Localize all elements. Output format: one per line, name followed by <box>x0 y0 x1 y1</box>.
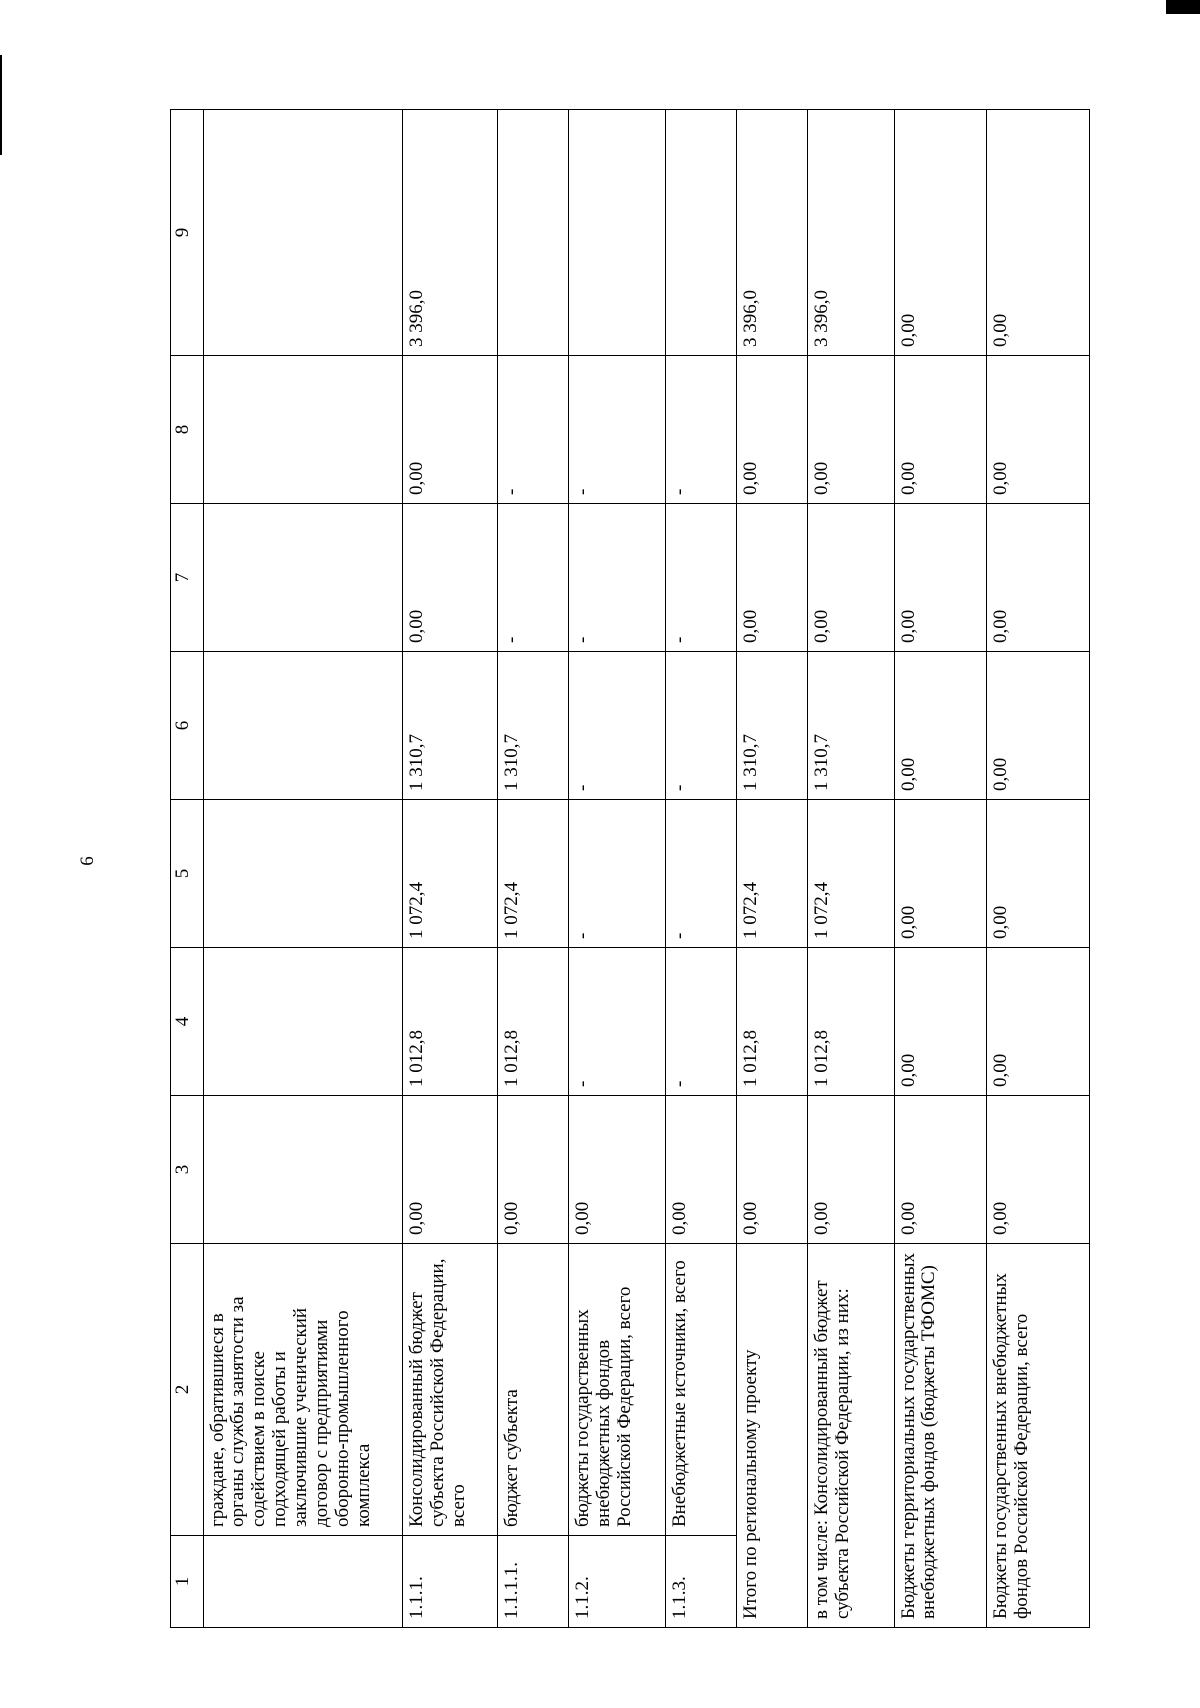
cell-value: - <box>497 504 568 652</box>
cell-value: 0,00 <box>986 948 1089 1096</box>
corner-scan-mark <box>1166 0 1200 14</box>
cell-value <box>203 652 403 800</box>
cell-value: 3 396,0 <box>403 110 498 356</box>
cell-value: 1 310,7 <box>737 652 808 800</box>
cell-value <box>203 504 403 652</box>
cell-value <box>665 110 736 356</box>
column-number: 9 <box>171 110 204 356</box>
column-number: 4 <box>171 948 204 1096</box>
cell-value: 3 396,0 <box>808 110 894 356</box>
row-code: 1.1.1.1. <box>497 1536 568 1628</box>
table-row <box>497 110 568 1628</box>
summary-row <box>737 110 808 1628</box>
cell-value: 1 012,8 <box>808 948 894 1096</box>
column-number: 8 <box>171 356 204 504</box>
table-row <box>569 110 666 1628</box>
cell-value <box>569 110 666 356</box>
cell-value: 0,00 <box>894 1096 986 1244</box>
cell-value: 1 310,7 <box>497 652 568 800</box>
cell-value: 1 012,8 <box>497 948 568 1096</box>
cell-value: 1 072,4 <box>737 800 808 948</box>
row-code <box>203 1536 403 1628</box>
column-number: 2 <box>171 1244 204 1536</box>
row-code: 1.1.2. <box>569 1536 666 1628</box>
cell-value: 1 012,8 <box>403 948 498 1096</box>
row-code: 1.1.3. <box>665 1536 736 1628</box>
cell-value: - <box>569 800 666 948</box>
cell-value: 0,00 <box>737 504 808 652</box>
cell-value: 0,00 <box>986 356 1089 504</box>
cell-value: 1 012,8 <box>737 948 808 1096</box>
cell-value: 0,00 <box>894 356 986 504</box>
cell-value: 0,00 <box>894 110 986 356</box>
cell-value <box>203 948 403 1096</box>
cell-value <box>497 110 568 356</box>
row-description: граждане, обратившиеся в органы службы занятости за содействием в поиске подходящей работы и заключившие ученический договор с предприятиями оборонно-промышленного комплекса <box>203 1244 403 1536</box>
cell-value <box>203 356 403 504</box>
table-row <box>203 110 403 1628</box>
cell-value: 0,00 <box>497 1096 568 1244</box>
cell-value: - <box>569 652 666 800</box>
cell-value: 0,00 <box>894 504 986 652</box>
left-scan-mark <box>0 55 2 155</box>
cell-value: 0,00 <box>986 110 1089 356</box>
cell-value: 0,00 <box>403 356 498 504</box>
cell-value: 0,00 <box>986 800 1089 948</box>
column-number: 3 <box>171 1096 204 1244</box>
column-number-row <box>171 110 204 1628</box>
row-code: 1.1.1. <box>403 1536 498 1628</box>
cell-value: - <box>569 948 666 1096</box>
row-description: бюджет субъекта <box>497 1244 568 1536</box>
summary-label: Бюджеты государственных внебюджетных фондов Российской Федерации, всего <box>986 1244 1089 1628</box>
cell-value: 3 396,0 <box>737 110 808 356</box>
cell-value: 0,00 <box>808 356 894 504</box>
cell-value: 0,00 <box>894 800 986 948</box>
column-number: 5 <box>171 800 204 948</box>
cell-value: 0,00 <box>569 1096 666 1244</box>
summary-label: Итого по региональному проекту <box>737 1244 808 1628</box>
cell-value <box>203 800 403 948</box>
cell-value: 0,00 <box>737 1096 808 1244</box>
cell-value: - <box>665 948 736 1096</box>
row-description: бюджеты государственных внебюджетных фондов Российской Федерации, всего <box>569 1244 666 1536</box>
cell-value: - <box>497 356 568 504</box>
cell-value: 0,00 <box>403 504 498 652</box>
cell-value: 0,00 <box>894 652 986 800</box>
table-row <box>403 110 498 1628</box>
cell-value <box>203 110 403 356</box>
summary-row <box>894 110 986 1628</box>
cell-value: 1 072,4 <box>497 800 568 948</box>
column-number: 7 <box>171 504 204 652</box>
cell-value: - <box>569 504 666 652</box>
summary-label: в том числе: Консолидированный бюджет субъекта Российской Федерации, из них: <box>808 1244 894 1628</box>
summary-label: Бюджеты территориальных государственных внебюджетных фондов (бюджеты ТФОМС) <box>894 1244 986 1628</box>
cell-value: - <box>569 356 666 504</box>
table-row <box>665 110 736 1628</box>
cell-value: 1 310,7 <box>808 652 894 800</box>
cell-value: - <box>665 800 736 948</box>
cell-value: 0,00 <box>894 948 986 1096</box>
cell-value: 1 072,4 <box>808 800 894 948</box>
cell-value: 0,00 <box>986 652 1089 800</box>
cell-value: - <box>665 504 736 652</box>
cell-value: - <box>665 356 736 504</box>
column-number: 1 <box>171 1536 204 1628</box>
cell-value: 0,00 <box>808 504 894 652</box>
cell-value: 1 072,4 <box>403 800 498 948</box>
cell-value: 0,00 <box>403 1096 498 1244</box>
summary-row <box>986 110 1089 1628</box>
cell-value: 1 310,7 <box>403 652 498 800</box>
page-number: 6 <box>77 856 98 866</box>
cell-value: 0,00 <box>986 1096 1089 1244</box>
row-description: Внебюджетные источники, всего <box>665 1244 736 1536</box>
cell-value: 0,00 <box>737 356 808 504</box>
rotated-table-wrapper <box>170 110 1090 1628</box>
cell-value: - <box>665 652 736 800</box>
cell-value: 0,00 <box>665 1096 736 1244</box>
cell-value: 0,00 <box>986 504 1089 652</box>
cell-value: 0,00 <box>808 1096 894 1244</box>
column-number: 6 <box>171 652 204 800</box>
row-description: Консолидированный бюджет субъекта Российской Федерации, всего <box>403 1244 498 1536</box>
summary-row <box>808 110 894 1628</box>
budget-table <box>170 109 1090 1628</box>
cell-value <box>203 1096 403 1244</box>
